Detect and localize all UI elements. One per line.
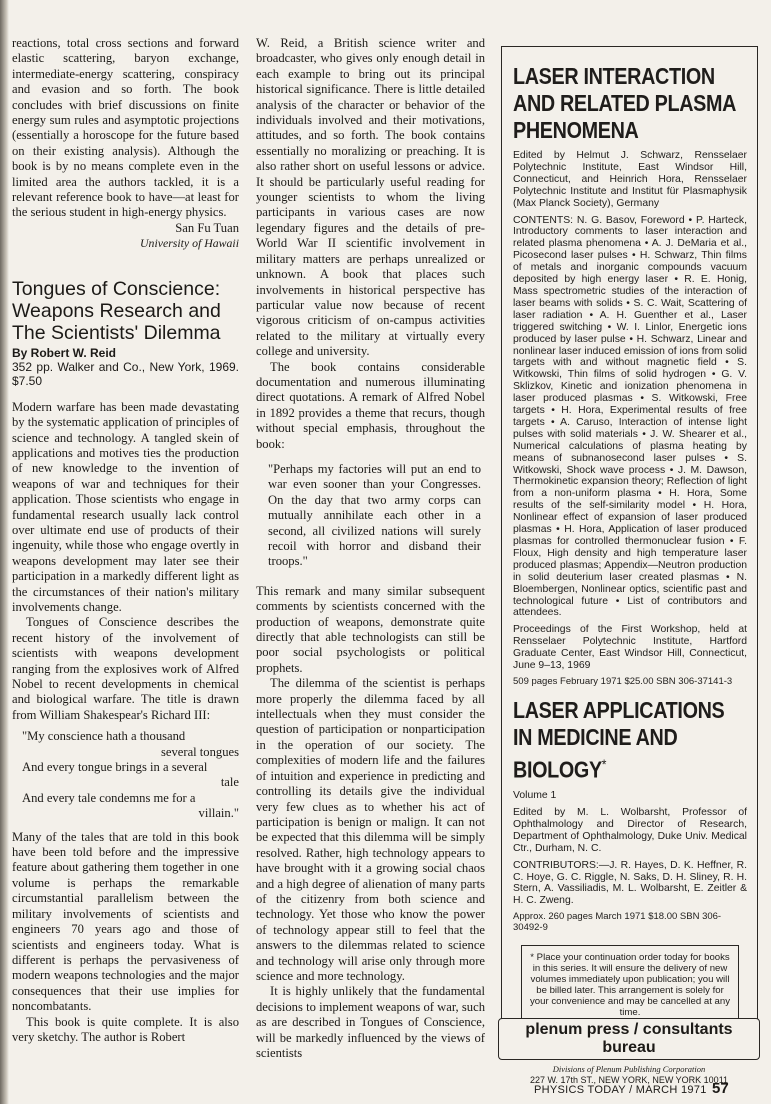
poem-line: villain." (198, 806, 239, 821)
review-paragraph: W. Reid, a British science writer and broadcaster, who gives only enough detail in each example to bring out its principal historical significance. There is little detailed analysis of the character or behavior of the individuals involved and their motivations, attitudes, and so forth. The book contains essentially no moralizing or preaching. It is also rather short on useful lessons or advice. It should be particularly useful reading for younger scientists to whom the living participants in various cases are now legendary figures and the details of pre-World War II scientific involvement in military matters are perhaps unrealized or unknown. A book that places such involvements in historical perspective has particular value now because of recent vigorous criticism of on-campus activities related to the military at virtually every college and university. (256, 36, 485, 359)
publisher-address: 227 W. 17th ST., NEW YORK, NEW YORK 10011 (529, 1075, 729, 1085)
review-title: Tongues of Conscience: Weapons Research and The Scientists' Dilemma (12, 277, 221, 344)
review-paragraph: Many of the tales that are told in this book have been told before and the impressive feature about gathering them together in one volume is perhaps the remarkable circumstantial parallelism between the military involvements of scientists and engineers 70 years ago and those of scientists and engineers today. What is different is perhaps the pervasiveness of modern weapons technologies and the major consequences that their use implies for noncombatants. (12, 829, 239, 1014)
reviewer-name: San Fu Tuan (175, 220, 239, 235)
page-spine-shadow (0, 0, 9, 1104)
poem-line: tale (220, 775, 239, 790)
ad-volume: Volume 1 (513, 790, 557, 802)
poem-line: And every tale condemns me for a (22, 790, 196, 805)
ad-editors: Edited by Helmut J. Schwarz, Rensselaer Polytechnic Institute, East Windsor Hill, Connecticut, and Heinrich Hora, Rensselaer Polytechnic Institute and Institut für Plasmaphysik (Max Planck Society), Germany (513, 150, 747, 209)
ad-price: Approx. 260 pages March 1971 $18.00 SBN 306-30492-9 (513, 911, 722, 933)
review-paragraph: The dilemma of the scientist is perhaps more properly the dilemma faced by all intellectuals when they must consider the question of participation or nonparticipation in the operation of our society. The complexities of modern life and the failures of intuition and experience in predicting and controlling its details give the individual very few clues as to whether his act of participation is benign or malign. It can not be expected that this dilemma will be simply resolved. Rather, high technology appears to have brought with it a growing social chaos and a high degree of alienation of many parts of the citizenry from both science and technology. Yet those who know the power of technology appear still to feel that the answers to the dilemmas related to science and technology will arise only through more science and more technology. (256, 676, 485, 983)
poem-line: And every tongue brings in a several (22, 760, 208, 775)
page-number: 57 (712, 1080, 729, 1097)
publisher-division: Divisions of Plenum Publishing Corporation (552, 1064, 706, 1074)
review-byline: By Robert W. Reid (12, 345, 117, 360)
review-paragraph: Modern warfare has been made devastating by the systematic application of principles of science and technology. A tangled skein of applications and motives ties the production of new knowledge to the invention of weapons of war and techniques for their application. Those scientists who engage in fundamental research usually lack control over ultimate end use of products of their ingenuity, while those who engage overtly in weapons development may later see their participation in a markedly different light as the circumstances of their nation's military involvements change. (12, 399, 239, 614)
review-paragraph: This book is quite complete. It is also very sketchy. The author is Robert (12, 1014, 239, 1044)
ad-proceedings: Proceedings of the First Workshop, held at Rensselaer Polytechnic Institute, Hartford Graduate Center, East Windsor Hill, Connecticut, June 9–13, 1969 (513, 624, 747, 672)
running-footer: PHYSICS TODAY / MARCH 1971 (534, 1084, 707, 1096)
ad-book-title: LASER INTERACTION AND RELATED PLASMA PHENOMENA (513, 63, 736, 143)
column-2 (256, 36, 485, 1061)
poem-line: "My conscience hath a thousand (22, 729, 186, 744)
ad-contents: CONTENTS: N. G. Basov, Foreword • P. Harteck, Introductory comments to laser interaction and related plasma phenomena • A. J. DeMaria et al., Picosecond laser pulses • H. Schwarz, Thin films of metals and inorganic compounds vacuum deposited by high energy laser • R. E. Honig, Mass spectrometric studies of the interaction of laser beams with solids • S. C. Wait, Scattering of laser radiation • A. H. Guenther et al., Laser triggered switching • W. I. Linlor, Energetic ions produced by laser pulse • H. Schwarz, Linear and nonlinear laser induced emission of ions from solid targets with and without magnetic field • S. Witkowski, Thin films of solid hydrogen • G. V. Sklizkov, Kinetic and ionization phenomena in laser produced plasmas • S. Witkowski, Free targets • H. Hora, Experimental results of free targets • A. Caruso, Interaction of intense light pulses with solid materials • J. W. Shearer et al., Numerical calculations of plasma heating by means of subnanosecond laser pulses • S. Witkowski, Shock wave process • J. M. Dawson, Thermokinetic expansion theory; Reflection of light from a non-uniform plasma • H. Hora, Some results of the self-similarity model • H. Hora, Nonlinear effect of expansion of laser produced plasmas • H. Hora, Application of laser produced plasmas for controlled thermonuclear fusion • F. Floux, High density and high temperature laser produced plasmas; Appendix—Neutron production in solid deuterium laser created plasmas • N. Bloembergen, Nonlinear optics, scientific past and technological future • List of contributors and attendees. (513, 214, 747, 619)
review-pubinfo: 352 pp. Walker and Co., New York, 1969. $7.50 (12, 359, 239, 388)
publisher-name: plenum press / consultants bureau (498, 1018, 760, 1060)
ad-book-title (513, 697, 746, 784)
prev-review-continuation: reactions, total cross sections and forward elastic scattering, baryon exchange, intermediate-energy scattering, conspiracy and evasion and so forth. The book concludes with brief discussions on finite energy sum rules and asymptotic projections (essentially a horoscope for the future based on their existing analysis). Although the book is by no means complete even in the limited area the authors tackled, it is a relevant reference book to have—at least for the serious student in high-energy physics. (12, 36, 239, 220)
nobel-quote: "Perhaps my factories will put an end to war even sooner than your Congresses. On the day that two army corps can mutually annihilate each other in a second, all civilized nations will surely recoil with horror and disband their troops." (268, 461, 481, 569)
review-paragraph: Tongues of Conscience describes the recent history of the involvement of scientists with weapons development ranging from the explosives work of Alfred Nobel to recent developments in chemical and biological warfare. The title is drawn from William Shakespear's Richard III: (12, 615, 239, 722)
plenum-advertisement (501, 46, 758, 1058)
ad-contributors: CONTRIBUTORS:—J. R. Hayes, D. K. Heffner, R. C. Hoye, G. C. Riggle, N. Saks, D. H. Sliney, R. H. Stern, A. Vassiliadis, M. L. Wolbarsht, E. Zeitler & H. C. Zweng. (513, 859, 747, 907)
continuation-order-notice: * Place your continuation order today for books in this series. It will ensure the delivery of new volumes immediately upon publication; you will be billed later. This arrangement is solely for your convenience and may be cancelled at any time. (521, 945, 739, 1025)
review-paragraph: The book contains considerable documentation and numerous illuminating direct quotations. A remark of Alfred Nobel in 1892 provides a theme that recurs, though without special emphasis, throughout the book: (256, 359, 485, 451)
ad-editors: Edited by M. L. Wolbarsht, Professor of Ophthalmology and Director of Research, Department of Ophthalmology, Duke Univ. Medical Ctr., Durham, N. C. (513, 807, 747, 854)
review-paragraph: This remark and many similar subsequent comments by scientists concerned with the production of weapons, demonstrate quite directly that able technologists can still be poor social psychologists or political prophets. (256, 583, 485, 675)
ad-price: 509 pages February 1971 $25.00 SBN 306-37141-3 (513, 675, 733, 687)
column-1 (12, 36, 239, 1045)
publisher-block (498, 1018, 760, 1085)
shakespeare-quote (22, 729, 239, 821)
reviewer-affiliation: University of Hawaii (140, 236, 239, 251)
ad-title-text: LASER APPLICATIONS IN MEDICINE AND BIOLOGY (513, 697, 725, 784)
review-paragraph: It is highly unlikely that the fundamental decisions to implement weapons of war, such as are described in Tongues of Conscience, will be markedly influenced by the views of scientists (256, 984, 485, 1060)
poem-line: several tongues (161, 744, 239, 759)
ad-title-asterisk: * (601, 756, 607, 773)
